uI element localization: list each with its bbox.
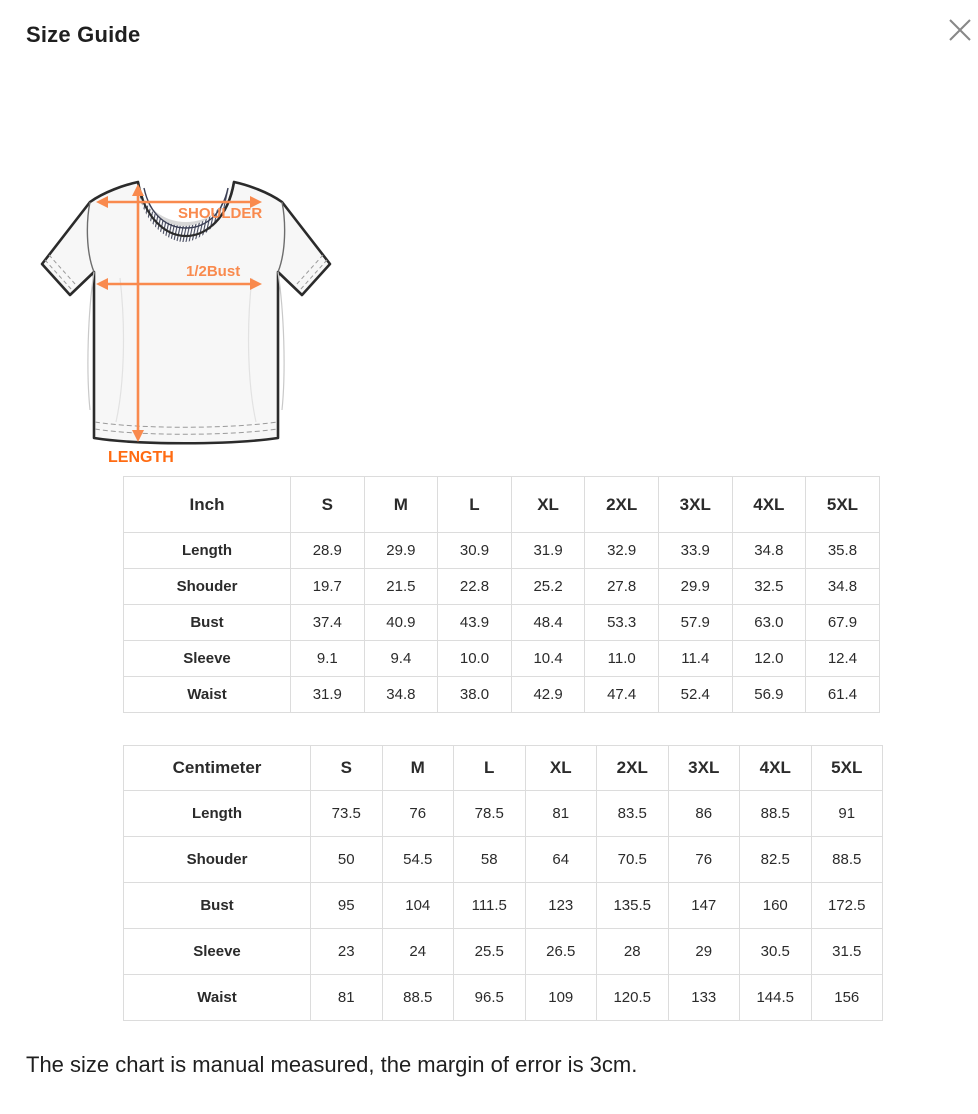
- measurement-value-cell: 25.5: [454, 929, 526, 975]
- measurement-value-cell: 144.5: [740, 975, 812, 1021]
- measurement-label-cell: Shouder: [124, 837, 311, 883]
- page-title: Size Guide: [26, 22, 141, 47]
- close-button[interactable]: [944, 14, 976, 46]
- size-header-cell: L: [438, 477, 512, 533]
- measurement-value-cell: 11.0: [585, 641, 659, 677]
- measurement-value-cell: 56.9: [732, 677, 806, 713]
- size-header-cell: L: [454, 746, 526, 791]
- measurement-label-cell: Sleeve: [124, 641, 291, 677]
- size-header-cell: 3XL: [668, 746, 740, 791]
- measurement-value-cell: 31.9: [291, 677, 365, 713]
- measurement-value-cell: 58: [454, 837, 526, 883]
- measurement-label-cell: Sleeve: [124, 929, 311, 975]
- measurement-value-cell: 29.9: [658, 569, 732, 605]
- table-row: [124, 605, 880, 641]
- measurement-value-cell: 81: [311, 975, 383, 1021]
- size-header-cell: 3XL: [658, 477, 732, 533]
- measurement-value-cell: 38.0: [438, 677, 512, 713]
- shoulder-label: SHOULDER: [178, 205, 263, 222]
- measurement-value-cell: 12.0: [732, 641, 806, 677]
- size-header-cell: 2XL: [585, 477, 659, 533]
- table-header-row: [124, 746, 883, 791]
- measurement-value-cell: 63.0: [732, 605, 806, 641]
- measurement-value-cell: 37.4: [291, 605, 365, 641]
- measurement-value-cell: 34.8: [806, 569, 880, 605]
- measurement-value-cell: 88.5: [811, 837, 883, 883]
- table-row: [124, 975, 883, 1021]
- unit-header-cell: Inch: [124, 477, 291, 533]
- measurement-value-cell: 83.5: [597, 791, 669, 837]
- measurement-value-cell: 32.5: [732, 569, 806, 605]
- measurement-value-cell: 34.8: [364, 677, 438, 713]
- measurement-value-cell: 88.5: [740, 791, 812, 837]
- measurement-value-cell: 10.4: [511, 641, 585, 677]
- measurement-value-cell: 30.9: [438, 533, 512, 569]
- size-header-cell: M: [382, 746, 454, 791]
- size-header-cell: M: [364, 477, 438, 533]
- measurement-value-cell: 28: [597, 929, 669, 975]
- measurement-value-cell: 120.5: [597, 975, 669, 1021]
- measurement-value-cell: 42.9: [511, 677, 585, 713]
- size-header-cell: S: [311, 746, 383, 791]
- size-header-cell: S: [291, 477, 365, 533]
- measurement-value-cell: 73.5: [311, 791, 383, 837]
- measurement-value-cell: 11.4: [658, 641, 732, 677]
- measurement-label-cell: Waist: [124, 975, 311, 1021]
- close-icon: [947, 17, 973, 43]
- measurement-value-cell: 64: [525, 837, 597, 883]
- measurement-value-cell: 133: [668, 975, 740, 1021]
- measurement-value-cell: 43.9: [438, 605, 512, 641]
- measurement-value-cell: 10.0: [438, 641, 512, 677]
- measurement-label-cell: Shouder: [124, 569, 291, 605]
- measurement-value-cell: 86: [668, 791, 740, 837]
- table-row: [124, 883, 883, 929]
- measurement-value-cell: 9.1: [291, 641, 365, 677]
- measurement-value-cell: 32.9: [585, 533, 659, 569]
- measurement-value-cell: 78.5: [454, 791, 526, 837]
- table-row: [124, 791, 883, 837]
- table-row: [124, 837, 883, 883]
- measurement-value-cell: 12.4: [806, 641, 880, 677]
- measurement-value-cell: 70.5: [597, 837, 669, 883]
- tshirt-illustration: [28, 160, 338, 472]
- size-table-centimeter: [123, 745, 883, 1021]
- size-header-cell: XL: [525, 746, 597, 791]
- measurement-value-cell: 40.9: [364, 605, 438, 641]
- measurement-value-cell: 82.5: [740, 837, 812, 883]
- table-row: [124, 569, 880, 605]
- measurement-value-cell: 88.5: [382, 975, 454, 1021]
- measurement-value-cell: 31.5: [811, 929, 883, 975]
- dialog-header: [0, 0, 978, 72]
- measurement-value-cell: 35.8: [806, 533, 880, 569]
- measurement-value-cell: 81: [525, 791, 597, 837]
- measurement-value-cell: 160: [740, 883, 812, 929]
- measurement-label-cell: Bust: [124, 605, 291, 641]
- size-header-cell: 4XL: [732, 477, 806, 533]
- measurement-value-cell: 111.5: [454, 883, 526, 929]
- table-header-row: [124, 477, 880, 533]
- measurement-value-cell: 156: [811, 975, 883, 1021]
- measurement-value-cell: 31.9: [511, 533, 585, 569]
- measurement-value-cell: 91: [811, 791, 883, 837]
- measurement-value-cell: 48.4: [511, 605, 585, 641]
- measurement-label-cell: Bust: [124, 883, 311, 929]
- measurement-value-cell: 76: [382, 791, 454, 837]
- size-header-cell: 4XL: [740, 746, 812, 791]
- measurement-value-cell: 24: [382, 929, 454, 975]
- measurement-value-cell: 52.4: [658, 677, 732, 713]
- inch-table-body: [124, 477, 880, 713]
- measurement-value-cell: 34.8: [732, 533, 806, 569]
- measurement-value-cell: 172.5: [811, 883, 883, 929]
- table-row: [124, 677, 880, 713]
- measurement-value-cell: 22.8: [438, 569, 512, 605]
- bust-label: 1/2Bust: [186, 263, 241, 280]
- length-label: LENGTH: [108, 449, 174, 466]
- measurement-value-cell: 30.5: [740, 929, 812, 975]
- size-header-cell: 5XL: [806, 477, 880, 533]
- measurement-value-cell: 28.9: [291, 533, 365, 569]
- measurement-disclaimer: The size chart is manual measured, the margin of error is 3cm.: [26, 1052, 638, 1077]
- measurement-value-cell: 29.9: [364, 533, 438, 569]
- measurement-value-cell: 19.7: [291, 569, 365, 605]
- measurement-value-cell: 9.4: [364, 641, 438, 677]
- measurement-value-cell: 29: [668, 929, 740, 975]
- measurement-label-cell: Length: [124, 533, 291, 569]
- measurement-value-cell: 109: [525, 975, 597, 1021]
- size-header-cell: XL: [511, 477, 585, 533]
- size-header-cell: 2XL: [597, 746, 669, 791]
- measurement-value-cell: 26.5: [525, 929, 597, 975]
- measurement-value-cell: 23: [311, 929, 383, 975]
- measurement-value-cell: 147: [668, 883, 740, 929]
- cm-table-body: [124, 746, 883, 1021]
- measurement-value-cell: 104: [382, 883, 454, 929]
- measurement-value-cell: 50: [311, 837, 383, 883]
- measurement-value-cell: 27.8: [585, 569, 659, 605]
- measurement-value-cell: 95: [311, 883, 383, 929]
- table-row: [124, 641, 880, 677]
- measurement-value-cell: 25.2: [511, 569, 585, 605]
- measurement-value-cell: 54.5: [382, 837, 454, 883]
- measurement-value-cell: 135.5: [597, 883, 669, 929]
- table-row: [124, 533, 880, 569]
- measurement-value-cell: 21.5: [364, 569, 438, 605]
- measurement-value-cell: 67.9: [806, 605, 880, 641]
- unit-header-cell: Centimeter: [124, 746, 311, 791]
- table-row: [124, 929, 883, 975]
- measurement-value-cell: 61.4: [806, 677, 880, 713]
- size-table-inch: [123, 476, 880, 713]
- measurement-value-cell: 47.4: [585, 677, 659, 713]
- measurement-label-cell: Length: [124, 791, 311, 837]
- measurement-label-cell: Waist: [124, 677, 291, 713]
- measurement-value-cell: 76: [668, 837, 740, 883]
- size-header-cell: 5XL: [811, 746, 883, 791]
- measurement-value-cell: 96.5: [454, 975, 526, 1021]
- measurement-value-cell: 53.3: [585, 605, 659, 641]
- measurement-value-cell: 33.9: [658, 533, 732, 569]
- tshirt-measurement-diagram: [28, 160, 338, 472]
- measurement-value-cell: 57.9: [658, 605, 732, 641]
- measurement-value-cell: 123: [525, 883, 597, 929]
